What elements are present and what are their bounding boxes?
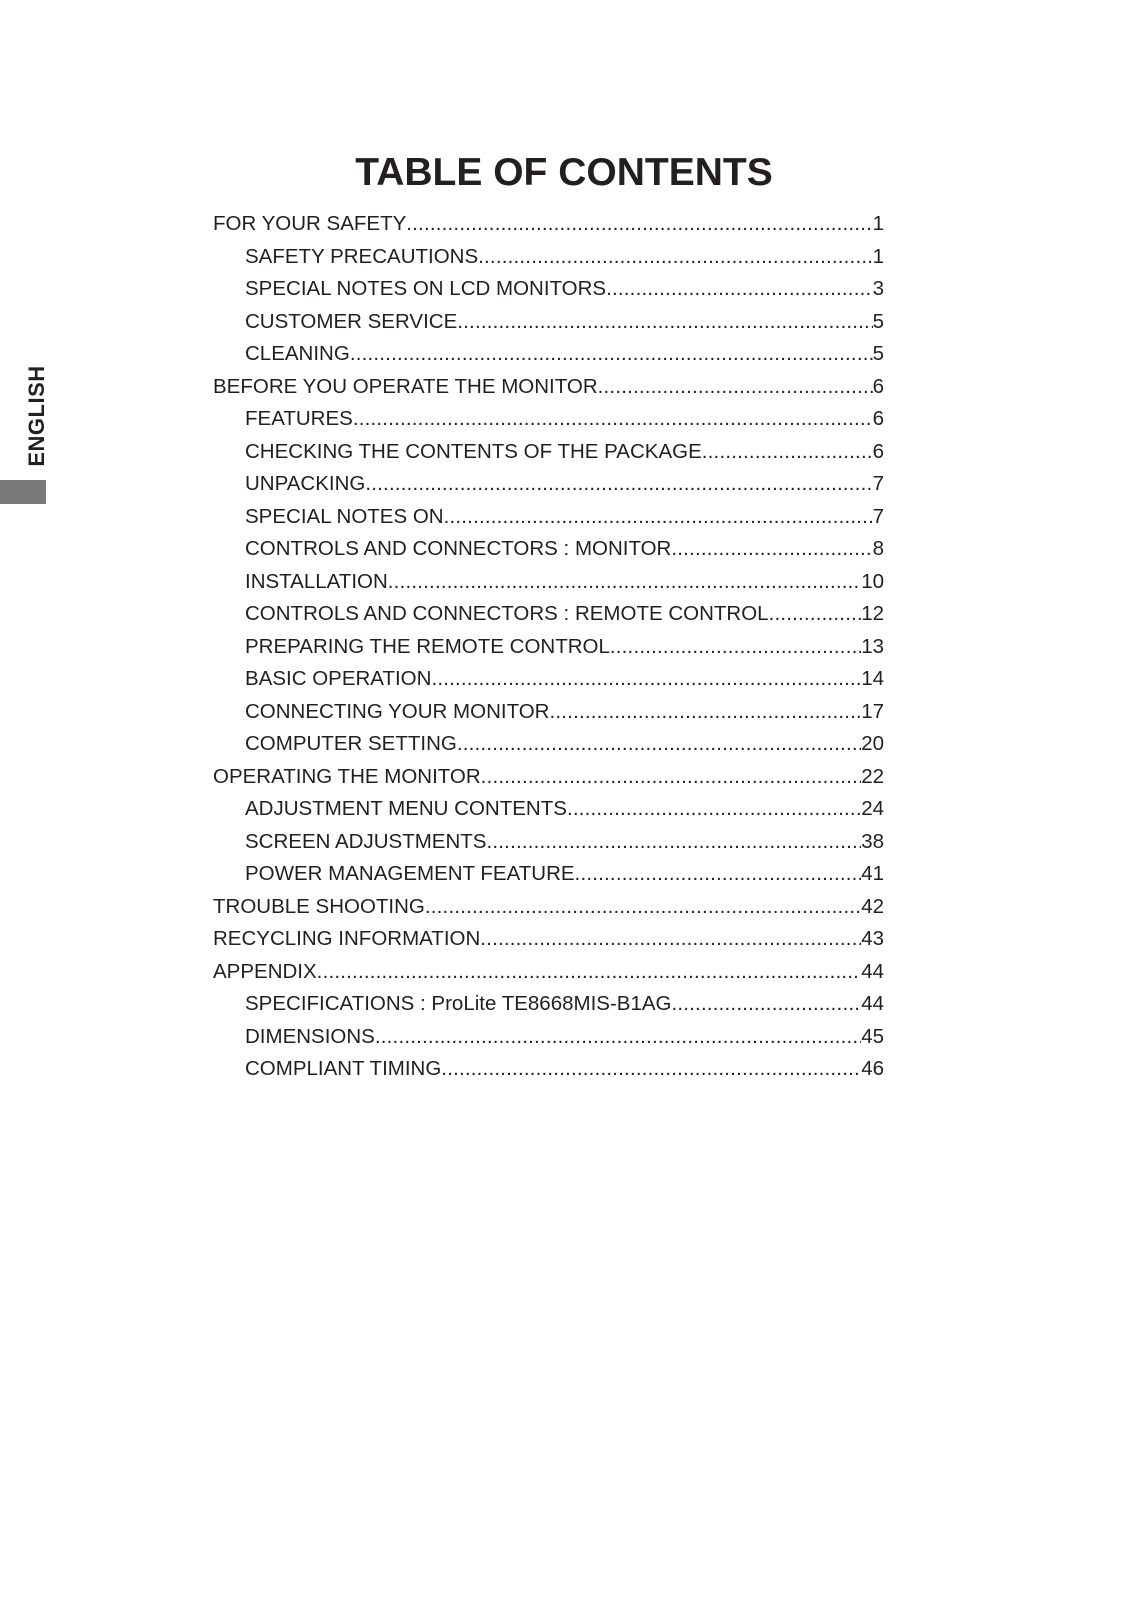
toc-entry-page-number: 41 bbox=[861, 862, 884, 885]
toc-entry[interactable] bbox=[213, 956, 884, 989]
toc-entry-label: COMPUTER SETTING bbox=[245, 732, 457, 755]
toc-entry[interactable] bbox=[213, 923, 884, 956]
toc-entry-page-number: 22 bbox=[861, 764, 884, 788]
toc-entry-page-number: 1 bbox=[872, 212, 884, 235]
dot-leader bbox=[486, 826, 861, 859]
toc-entry-label: APPENDIX bbox=[213, 959, 317, 983]
toc-entry[interactable] bbox=[213, 663, 884, 696]
toc-entry-label: CONTROLS AND CONNECTORS : MONITOR bbox=[245, 537, 672, 560]
dot-leader bbox=[353, 403, 873, 436]
toc-entry[interactable] bbox=[213, 826, 884, 859]
language-label: ENGLISH bbox=[24, 365, 49, 467]
dot-leader bbox=[702, 436, 873, 469]
toc-entry[interactable] bbox=[213, 988, 884, 1021]
toc-entry-page-number: 6 bbox=[872, 439, 884, 463]
toc-entry-label: UNPACKING bbox=[245, 472, 366, 495]
toc-entry-label: POWER MANAGEMENT FEATURE bbox=[245, 862, 575, 885]
toc-entry[interactable] bbox=[213, 241, 884, 274]
toc-entry-page-number: 7 bbox=[872, 472, 884, 495]
dot-leader bbox=[457, 306, 872, 339]
toc-entry-label: FEATURES bbox=[245, 407, 353, 430]
toc-entry-page-number: 1 bbox=[872, 244, 884, 268]
toc-entry[interactable] bbox=[213, 858, 884, 891]
toc-entry-label: SPECIFICATIONS : ProLite TE8668MIS-B1AG bbox=[245, 992, 672, 1015]
toc-entry-label: INSTALLATION bbox=[245, 569, 388, 593]
toc-entry-label: RECYCLING INFORMATION bbox=[213, 927, 481, 950]
toc-entry-page-number: 45 bbox=[861, 1024, 884, 1048]
toc-entry-label: CUSTOMER SERVICE bbox=[245, 309, 458, 333]
toc-entry-page-number: 38 bbox=[861, 829, 884, 853]
toc-entry[interactable] bbox=[213, 696, 884, 729]
toc-entry[interactable] bbox=[213, 891, 884, 924]
toc-entry-page-number: 5 bbox=[872, 342, 884, 365]
toc-entry-label: ADJUSTMENT MENU CONTENTS bbox=[245, 797, 567, 820]
toc-entry-page-number: 5 bbox=[872, 309, 884, 333]
toc-entry[interactable] bbox=[213, 501, 884, 534]
toc-entry-page-number: 14 bbox=[861, 667, 884, 690]
toc-entry-label: CONNECTING YOUR MONITOR bbox=[245, 699, 550, 723]
toc-entry-label: CONTROLS AND CONNECTORS : REMOTE CONTROL bbox=[245, 602, 769, 625]
toc-entry-page-number: 7 bbox=[872, 504, 884, 528]
toc-entry-label: SPECIAL NOTES ON bbox=[245, 504, 444, 528]
toc-list bbox=[213, 208, 884, 1086]
toc-entry-page-number: 10 bbox=[861, 569, 884, 593]
toc-entry-label: PREPARING THE REMOTE CONTROL bbox=[245, 634, 610, 658]
toc-entry-label: CHECKING THE CONTENTS OF THE PACKAGE bbox=[245, 439, 702, 463]
dot-leader bbox=[431, 663, 861, 696]
toc-entry[interactable] bbox=[213, 598, 884, 631]
toc-entry-page-number: 17 bbox=[861, 699, 884, 723]
dot-leader bbox=[549, 696, 861, 729]
page-title: TABLE OF CONTENTS bbox=[355, 151, 773, 194]
toc-entry-page-number: 8 bbox=[872, 537, 884, 560]
toc-entry[interactable] bbox=[213, 566, 884, 599]
dot-leader bbox=[671, 533, 872, 566]
toc-entry-label: SCREEN ADJUSTMENTS bbox=[245, 829, 487, 853]
toc-entry-page-number: 3 bbox=[872, 277, 884, 300]
dot-leader bbox=[350, 338, 873, 371]
toc-entry-page-number: 12 bbox=[861, 602, 884, 625]
language-tab-marker bbox=[0, 480, 46, 504]
toc-entry-label: CLEANING bbox=[245, 342, 350, 365]
toc-entry-page-number: 42 bbox=[861, 894, 884, 918]
toc-entry-label: COMPLIANT TIMING bbox=[245, 1057, 442, 1080]
toc-entry[interactable] bbox=[213, 436, 884, 469]
toc-entry-label: SPECIAL NOTES ON LCD MONITORS bbox=[245, 277, 607, 300]
dot-leader bbox=[606, 273, 873, 306]
dot-leader bbox=[317, 956, 862, 989]
toc-entry[interactable] bbox=[213, 468, 884, 501]
dot-leader bbox=[406, 208, 872, 241]
toc-entry[interactable] bbox=[213, 306, 884, 339]
toc-entry[interactable] bbox=[213, 761, 884, 794]
toc-entry-label: BEFORE YOU OPERATE THE MONITOR bbox=[213, 374, 598, 398]
dot-leader bbox=[478, 241, 872, 274]
dot-leader bbox=[480, 923, 861, 956]
toc-entry[interactable] bbox=[213, 403, 884, 436]
toc-entry-label: SAFETY PRECAUTIONS bbox=[245, 244, 479, 268]
dot-leader bbox=[365, 468, 872, 501]
dot-leader bbox=[425, 891, 861, 924]
toc-entry[interactable] bbox=[213, 728, 884, 761]
toc-entry[interactable] bbox=[213, 533, 884, 566]
toc-entry-label: OPERATING THE MONITOR bbox=[213, 764, 481, 788]
toc-entry-label: BASIC OPERATION bbox=[245, 667, 432, 690]
toc-entry-page-number: 13 bbox=[861, 634, 884, 658]
toc-entry-page-number: 46 bbox=[861, 1057, 884, 1080]
toc-entry-page-number: 20 bbox=[861, 732, 884, 755]
dot-leader bbox=[610, 631, 861, 664]
toc-entry-label: DIMENSIONS bbox=[245, 1024, 375, 1048]
toc-entry[interactable] bbox=[213, 1021, 884, 1054]
toc-entry[interactable] bbox=[213, 631, 884, 664]
dot-leader bbox=[441, 1053, 861, 1086]
toc-entry[interactable] bbox=[213, 273, 884, 306]
dot-leader bbox=[375, 1021, 861, 1054]
dot-leader bbox=[481, 761, 862, 794]
toc-entry-label: TROUBLE SHOOTING bbox=[213, 894, 425, 918]
dot-leader bbox=[388, 566, 861, 599]
toc-entry-page-number: 43 bbox=[861, 927, 884, 950]
toc-entry-page-number: 24 bbox=[861, 797, 884, 820]
toc-entry[interactable] bbox=[213, 338, 884, 371]
dot-leader bbox=[567, 793, 861, 826]
toc-entry[interactable] bbox=[213, 1053, 884, 1086]
toc-entry-page-number: 44 bbox=[861, 992, 884, 1015]
dot-leader bbox=[575, 858, 862, 891]
toc-entry[interactable] bbox=[213, 208, 884, 241]
toc-entry-page-number: 6 bbox=[872, 374, 884, 398]
toc-entry[interactable] bbox=[213, 793, 884, 826]
dot-leader bbox=[769, 598, 862, 631]
dot-leader bbox=[444, 501, 873, 534]
dot-leader bbox=[457, 728, 861, 761]
dot-leader bbox=[598, 371, 873, 404]
toc-entry-label: FOR YOUR SAFETY bbox=[213, 212, 407, 235]
toc-entry-page-number: 44 bbox=[861, 959, 884, 983]
toc-entry[interactable] bbox=[213, 371, 884, 404]
toc-entry-page-number: 6 bbox=[872, 407, 884, 430]
dot-leader bbox=[671, 988, 861, 1021]
